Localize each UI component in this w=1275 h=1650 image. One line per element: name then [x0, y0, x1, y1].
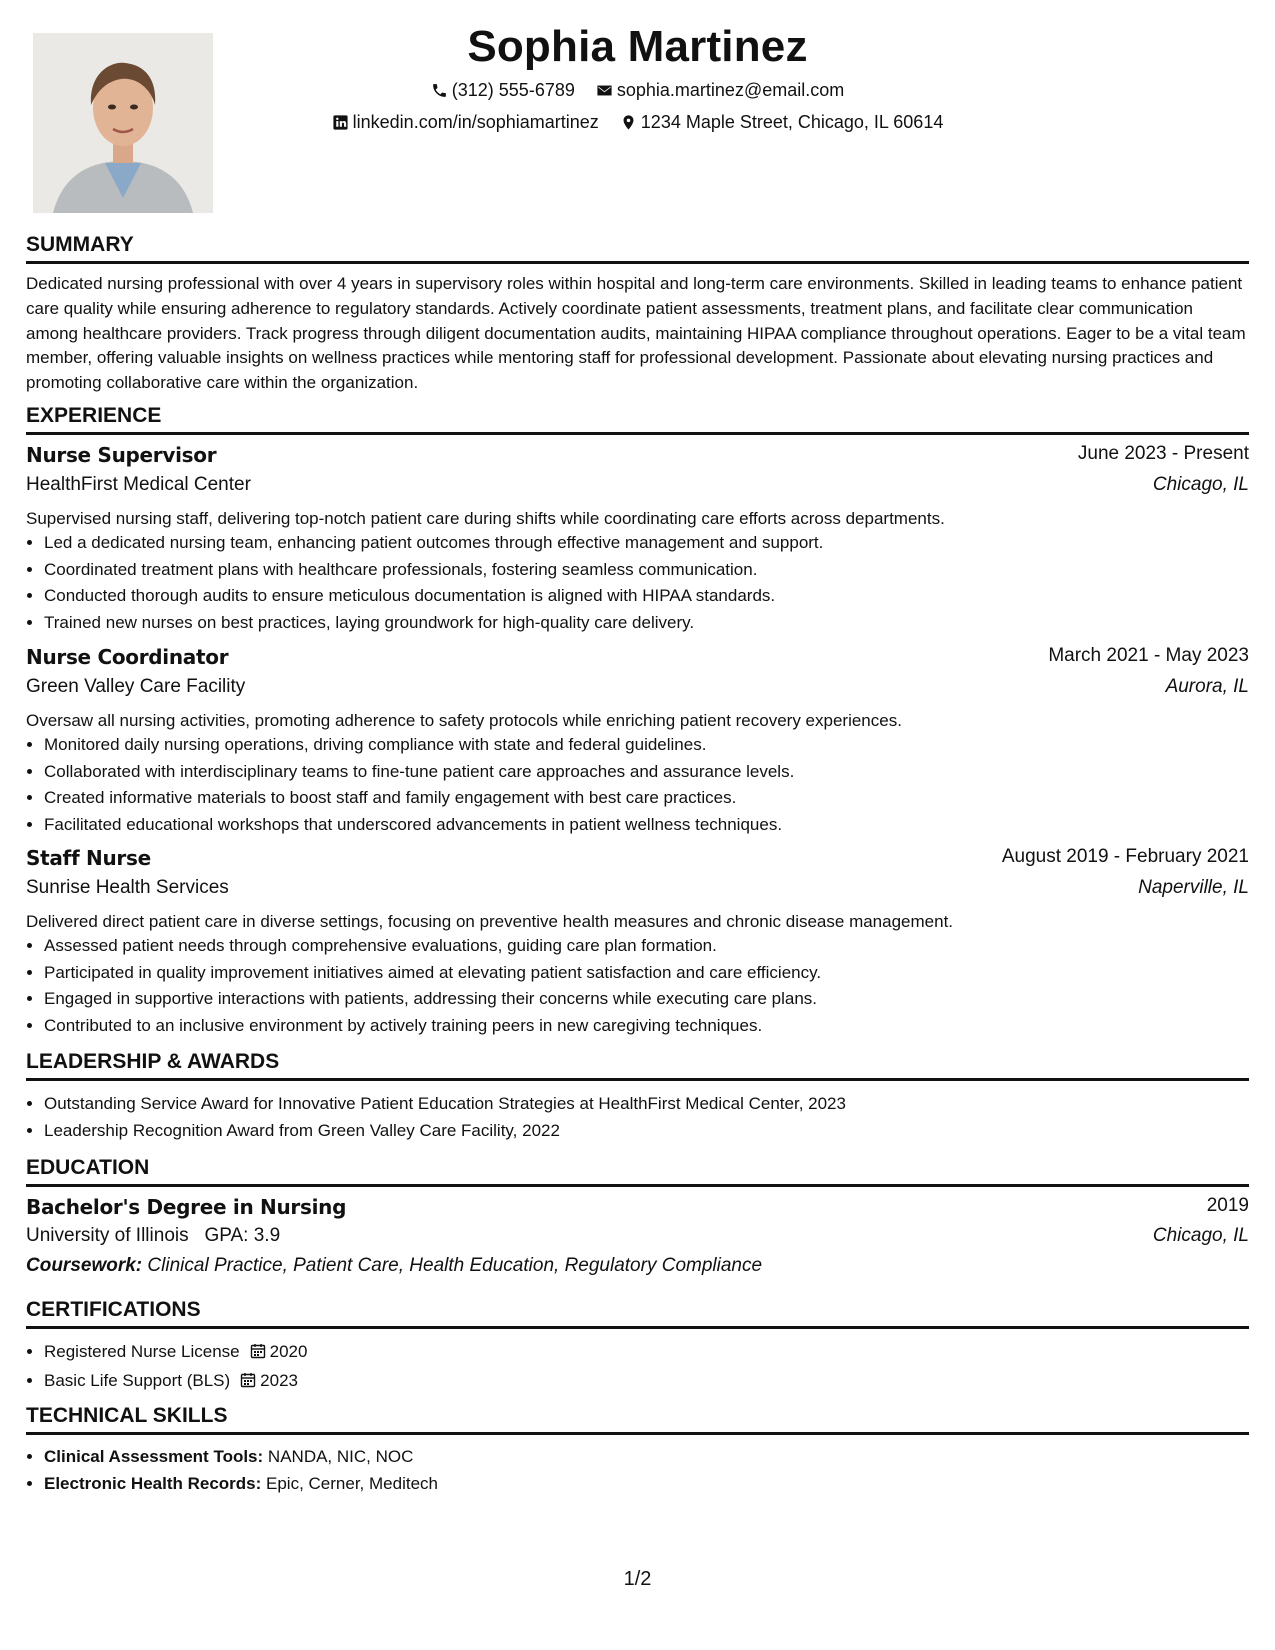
certification-name: Registered Nurse License	[44, 1342, 240, 1361]
skill-value: NANDA, NIC, NOC	[267, 1447, 414, 1466]
job-location: Aurora, IL	[1165, 676, 1249, 697]
list-item: • Led a dedicated nursing team, enhancing patient outcomes through effective management and support.	[44, 530, 1249, 557]
job-description: Oversaw all nursing activities, promoting adherence to safety protocols while enriching patient recovery experiences.	[26, 711, 902, 730]
section-title-certifications: CERTIFICATIONS	[26, 1298, 1249, 1329]
job-org-row	[26, 877, 1249, 905]
phone-contact[interactable]	[431, 80, 575, 101]
school-info	[26, 1225, 280, 1247]
contact-row-primary	[0, 80, 1275, 104]
summary-text: Dedicated nursing professional with over 4 years in supervisory roles within hospital and long-term care environments. Skilled in leading teams to enhance patient care quality while ensuring adherence to regulatory standards. Actively coordinate patient assessments, treatment plans, and facilitate clear communication among healthcare providers. Track progress through diligent documentation audits, maintaining HIPAA compliance throughout operations. Eager to be a vital team member, offering valuable insights on wellness practices while mentoring staff for professional development. Passionate about elevating nursing practices and promoting collaborative care within the organization.	[26, 274, 1246, 393]
section-title-skills: TECHNICAL SKILLS	[26, 1404, 1249, 1435]
job-bullets	[26, 530, 1249, 636]
phone-icon	[431, 82, 448, 99]
list-item	[44, 1444, 1249, 1471]
section-title-education: EDUCATION	[26, 1156, 1249, 1187]
address-contact	[620, 112, 944, 133]
job-header	[26, 846, 1249, 874]
list-item: • Engaged in supportive interactions with patients, addressing their concerns while executing care plans.	[44, 986, 1249, 1013]
awards-list	[26, 1091, 1249, 1144]
job-title: Nurse Supervisor	[26, 443, 217, 467]
certification-year: 2023	[260, 1370, 298, 1390]
section-title-experience: EXPERIENCE	[26, 404, 1249, 435]
skills-list	[26, 1444, 1249, 1497]
gpa: GPA: 3.9	[204, 1225, 281, 1246]
list-item: • Leadership Recognition Award from Green Valley Care Facility, 2022	[44, 1118, 1249, 1145]
job-organization: Sunrise Health Services	[26, 877, 229, 898]
job-header	[26, 443, 1249, 471]
job-dates: August 2019 - February 2021	[1001, 846, 1249, 867]
school-name: University of Illinois	[26, 1225, 189, 1246]
job-dates: June 2023 - Present	[1077, 443, 1249, 464]
job-location: Naperville, IL	[1138, 877, 1249, 898]
list-item: • Monitored daily nursing operations, driving compliance with state and federal guidelines.	[44, 732, 1249, 759]
list-item: • Coordinated treatment plans with healthcare professionals, fostering seamless communication.	[44, 557, 1249, 584]
job-title: Nurse Coordinator	[26, 645, 229, 669]
envelope-icon	[596, 82, 613, 99]
certification-year: 2020	[269, 1342, 308, 1361]
job-org-row	[26, 474, 1249, 502]
job-description: Delivered direct patient care in diverse settings, focusing on preventive health measures and chronic disease management.	[26, 912, 954, 931]
section-title-awards: LEADERSHIP & AWARDS	[26, 1050, 1249, 1081]
section-title-summary: SUMMARY	[26, 233, 1249, 264]
email-text: sophia.martinez@email.com	[616, 80, 845, 100]
list-item: • Assessed patient needs through comprehensive evaluations, guiding care plan formation.	[44, 933, 1249, 960]
certification-name: Basic Life Support (BLS)	[44, 1370, 231, 1390]
school-location: Chicago, IL	[1152, 1225, 1249, 1246]
job-bullets	[26, 732, 1249, 838]
coursework-list: Clinical Practice, Patient Care, Health Education, Regulatory Compliance	[147, 1255, 763, 1276]
job-location: Chicago, IL	[1152, 474, 1249, 495]
skill-value: Epic, Cerner, Meditech	[266, 1473, 438, 1493]
list-item: • Participated in quality improvement initiatives aimed at elevating patient satisfaction and care efficiency.	[44, 960, 1249, 987]
linkedin-icon	[332, 114, 349, 131]
list-item	[44, 1339, 1249, 1368]
coursework-label: Coursework:	[26, 1255, 143, 1276]
job-org-row	[26, 676, 1249, 704]
map-pin-icon	[620, 114, 637, 131]
list-item	[44, 1471, 1249, 1498]
contact-row-secondary	[0, 112, 1275, 136]
skill-label: Clinical Assessment Tools:	[44, 1447, 264, 1466]
degree-title: Bachelor's Degree in Nursing	[26, 1195, 347, 1219]
job-header	[26, 645, 1249, 673]
job-organization: HealthFirst Medical Center	[26, 474, 251, 495]
list-item: • Trained new nurses on best practices, laying groundwork for high-quality care delivery.	[44, 610, 1249, 637]
certifications-list	[26, 1339, 1249, 1396]
education-school-row	[26, 1225, 1249, 1253]
job-title: Staff Nurse	[26, 846, 151, 870]
job-organization: Green Valley Care Facility	[26, 676, 246, 697]
skill-label: Electronic Health Records:	[44, 1473, 262, 1493]
candidate-name: Sophia Martinez	[467, 22, 808, 71]
job-description: Supervised nursing staff, delivering top-notch patient care during shifts while coordinating care efforts across departments.	[26, 509, 945, 528]
job-dates: March 2021 - May 2023	[1048, 645, 1249, 666]
address-text: 1234 Maple Street, Chicago, IL 60614	[640, 112, 944, 132]
linkedin-contact[interactable]	[332, 112, 599, 133]
education-header	[26, 1195, 1249, 1223]
list-item	[44, 1368, 1249, 1397]
list-item: • Contributed to an inclusive environment by actively training peers in new caregiving techniques.	[44, 1013, 1249, 1040]
email-contact[interactable]	[596, 80, 844, 101]
list-item: • Facilitated educational workshops that underscored advancements in patient wellness techniques.	[44, 812, 1249, 839]
coursework-row	[26, 1255, 1249, 1283]
linkedin-text: linkedin.com/in/sophiamartinez	[352, 112, 599, 132]
list-item: • Created informative materials to boost staff and family engagement with best care practices.	[44, 785, 1249, 812]
page-number: 1/2	[623, 1568, 652, 1590]
phone-text: (312) 555-6789	[451, 80, 575, 100]
job-bullets	[26, 933, 1249, 1039]
list-item: • Outstanding Service Award for Innovative Patient Education Strategies at HealthFirst Medical Center, 2023	[44, 1091, 1249, 1118]
graduation-year: 2019	[1206, 1195, 1249, 1216]
calendar-icon	[240, 1370, 256, 1397]
list-item: • Collaborated with interdisciplinary teams to fine-tune patient care approaches and assurance levels.	[44, 759, 1249, 786]
list-item: • Conducted thorough audits to ensure meticulous documentation is aligned with HIPAA standards.	[44, 583, 1249, 610]
calendar-icon	[250, 1341, 266, 1368]
